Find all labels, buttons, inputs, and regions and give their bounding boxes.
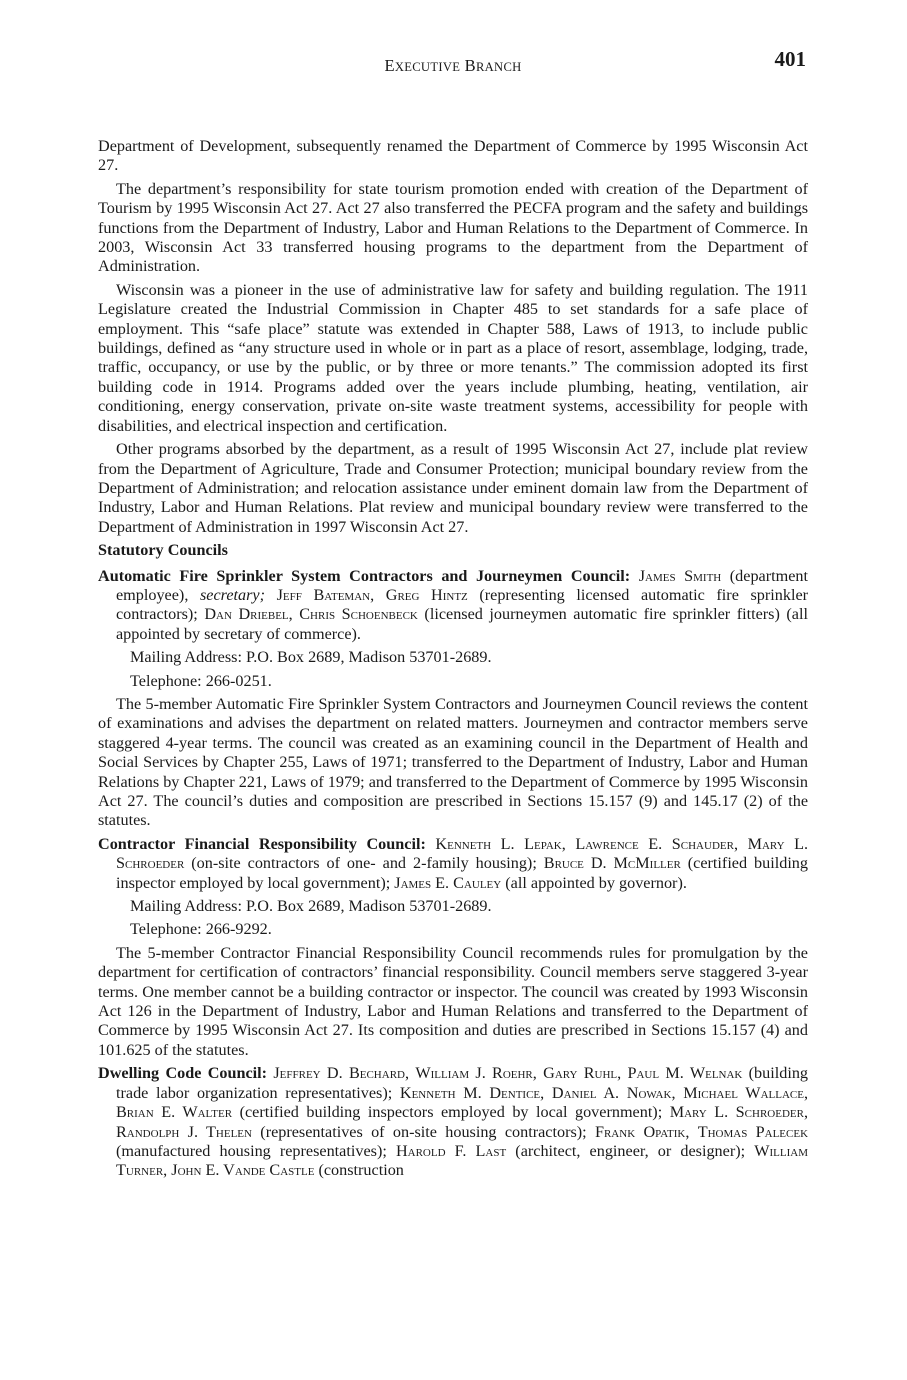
- mailing-address: Mailing Address: P.O. Box 2689, Madison 53701-2689.: [130, 648, 492, 667]
- member-name: Lawrence E. Schauder: [575, 834, 734, 853]
- council-description: The 5-member Contractor Financial Responsibility Council recommends rules for promulgation by the department for certification of contractors’ financial responsibility. Council members serve staggered 3-year terms. One member cannot be a building contractor or inspector. The council was created by 1993 Wisconsin Act 126 in the Department of Industry, Labor and Human Relations and transferred to the Department of Commerce by 1995 Wisconsin Act 27. Its composition and duties are prescribed in Sections 15.157 (4) and 101.625 of the statutes.: [98, 943, 808, 1059]
- member-name: James E. Cauley: [394, 873, 502, 892]
- entry-text: ,: [803, 1103, 809, 1122]
- member-name: Gary Ruhl: [543, 1064, 618, 1083]
- entry-text: (representing licensed automatic fire sprinkler contractors);: [116, 585, 809, 624]
- entry-text: (department employee),: [116, 566, 808, 604]
- entry-text: [265, 586, 277, 604]
- council-name: Contractor Financial Responsibility Council:: [98, 834, 426, 853]
- member-name: Michael Wallace: [683, 1083, 804, 1102]
- entry-text: ,: [532, 1064, 544, 1083]
- entry-text: ,: [370, 585, 386, 604]
- member-name: Randolph J. Thelen: [116, 1122, 252, 1141]
- running-head: [98, 56, 808, 77]
- entry-text: (licensed journeymen automatic fire sprinkler fitters) (all appointed by secretary of commerce).: [116, 605, 808, 643]
- entry-text: ,: [163, 1161, 172, 1180]
- council-entry-sprinkler: [98, 567, 808, 645]
- entry-text: ,: [617, 1064, 628, 1083]
- council-name: Dwelling Code Council:: [98, 1064, 268, 1083]
- entry-text: ,: [561, 834, 576, 853]
- member-name: Mary L. Schroeder: [116, 834, 809, 873]
- member-name: Bruce D. McMiller: [543, 854, 681, 873]
- entry-text: ,: [733, 834, 748, 853]
- entry-text: (building trade labor organization representatives);: [116, 1064, 809, 1102]
- member-name: James Smith: [638, 566, 722, 585]
- member-name: Mary L. Schroeder: [669, 1103, 804, 1122]
- section-heading: Statutory Councils: [98, 541, 228, 560]
- intro-paragraph-2: The department’s responsibility for state tourism promotion ended with creation of the Department of Tourism by 1995 Wisconsin Act 27. Act 27 also transferred the PECFA program and the safety and buildings functions from the Department of Industry, Labor and Human Relations to the Department of Commerce. In 2003, Wisconsin Act 33 transferred housing programs to the department from the Department of Administration.: [98, 179, 808, 276]
- running-head-rest-1: XECUTIVE: [394, 60, 461, 74]
- entry-text: ,: [288, 605, 300, 624]
- member-name: Paul M. Welnak: [627, 1064, 743, 1083]
- telephone: Telephone: 266-9292.: [130, 920, 272, 939]
- page-header: [98, 47, 808, 80]
- telephone: Telephone: 266-0251.: [130, 671, 272, 690]
- entry-text: ,: [671, 1083, 684, 1102]
- council-entry-contractor: [98, 835, 808, 893]
- entry-text: ,: [803, 1083, 808, 1102]
- member-name: Chris Schoenbeck: [299, 605, 418, 624]
- running-head-initial-1: E: [384, 56, 395, 75]
- member-name: Jeff Bateman: [276, 585, 371, 604]
- entry-text: (representatives of on-site housing contractors);: [251, 1122, 595, 1141]
- mailing-address: Mailing Address: P.O. Box 2689, Madison 53701-2689.: [130, 897, 492, 916]
- entry-text: (certified building inspectors employed by local government);: [232, 1103, 670, 1122]
- running-head-initial-2: B: [464, 56, 476, 75]
- member-name: William Turner: [116, 1141, 809, 1180]
- entry-text: (manufactured housing representatives);: [116, 1141, 396, 1160]
- intro-paragraph-3: Wisconsin was a pioneer in the use of administrative law for safety and building regulation. The 1911 Legislature created the Industrial Commission in Chapter 485 to set standards for a safe place of employment. This “safe place” statute was extended in Chapter 588, Laws of 1913, to include public buildings, defined as “any structure used in whole or in part as a place of resort, assemblage, lodging, trade, traffic, occupancy, or use by the public, or by three or more tenants.” The commission adopted its first building code in 1914. Programs added over the years include plumbing, heating, ventilation, air conditioning, energy conservation, private on-site waste treatment systems, accessibility for people with disabilities, and electrical inspection and certification.: [98, 280, 808, 435]
- entry-text: (on-site contractors of one- and 2-family housing);: [184, 854, 544, 873]
- member-name: Kenneth L. Lepak: [435, 834, 562, 853]
- entry-text: ,: [404, 1064, 416, 1083]
- intro-paragraph-4: Other programs absorbed by the department, as a result of 1995 Wisconsin Act 27, include plat review from the Department of Agriculture, Trade and Consumer Protection; municipal boundary review from the Department of Administration; and relocation assistance under eminent domain law from the Department of Industry, Labor and Human Relations. Plat review and municipal boundary review were transferred to the Department of Administration in 1997 Wisconsin Act 27.: [98, 440, 808, 536]
- entry-text: (certified building inspector employed by local government);: [116, 854, 808, 892]
- member-name: Daniel A. Nowak: [551, 1083, 672, 1102]
- running-head-rest-2: RANCH: [475, 60, 522, 74]
- entry-text: (architect, engineer, or designer);: [506, 1141, 755, 1160]
- entry-text: ,: [540, 1083, 552, 1102]
- entry-text: ,: [685, 1122, 698, 1141]
- entry-text: (construction: [314, 1161, 404, 1180]
- member-name: Greg Hintz: [385, 585, 468, 604]
- member-name: William J. Roehr: [415, 1064, 533, 1083]
- entry-text: (all appointed by governor).: [501, 873, 687, 892]
- member-name: Jeffrey D. Bechard: [273, 1064, 405, 1083]
- council-entry-dwelling: [98, 1064, 808, 1180]
- council-description: The 5-member Automatic Fire Sprinkler System Contractors and Journeymen Council reviews the content of examinations and advises the department on related matters. Journeymen and contractor members serve staggered 4-year terms. The council was created as an examining council in the Department of Health and Social Services by Chapter 255, Laws of 1971; transferred to the Department of Industry, Labor and Human Relations by Chapter 221, Laws of 1979; and transferred to the Department of Commerce by 1995 Wisconsin Act 27. The council’s duties and composition are prescribed in Sections 15.157 (9) and 145.17 (2) of the statutes.: [98, 694, 808, 830]
- intro-paragraph-1: Department of Development, subsequently renamed the Department of Commerce by 1995 Wisconsin Act 27.: [98, 137, 808, 175]
- member-name: John E. Vande Castle: [171, 1161, 315, 1180]
- member-name: Brian E. Walter: [116, 1103, 233, 1122]
- member-role: secretary;: [199, 585, 265, 604]
- page-number: 401: [774, 47, 806, 71]
- member-name: Thomas Palecek: [697, 1122, 809, 1141]
- document-page: [98, 47, 809, 1185]
- member-name: Harold F. Last: [395, 1141, 507, 1160]
- member-name: Kenneth M. Dentice: [399, 1083, 541, 1102]
- member-name: Frank Opatik: [594, 1122, 686, 1141]
- entry-text: [426, 835, 436, 853]
- member-name: Dan Driebel: [204, 605, 289, 624]
- council-name: Automatic Fire Sprinkler System Contractors and Journeymen Council:: [98, 566, 631, 585]
